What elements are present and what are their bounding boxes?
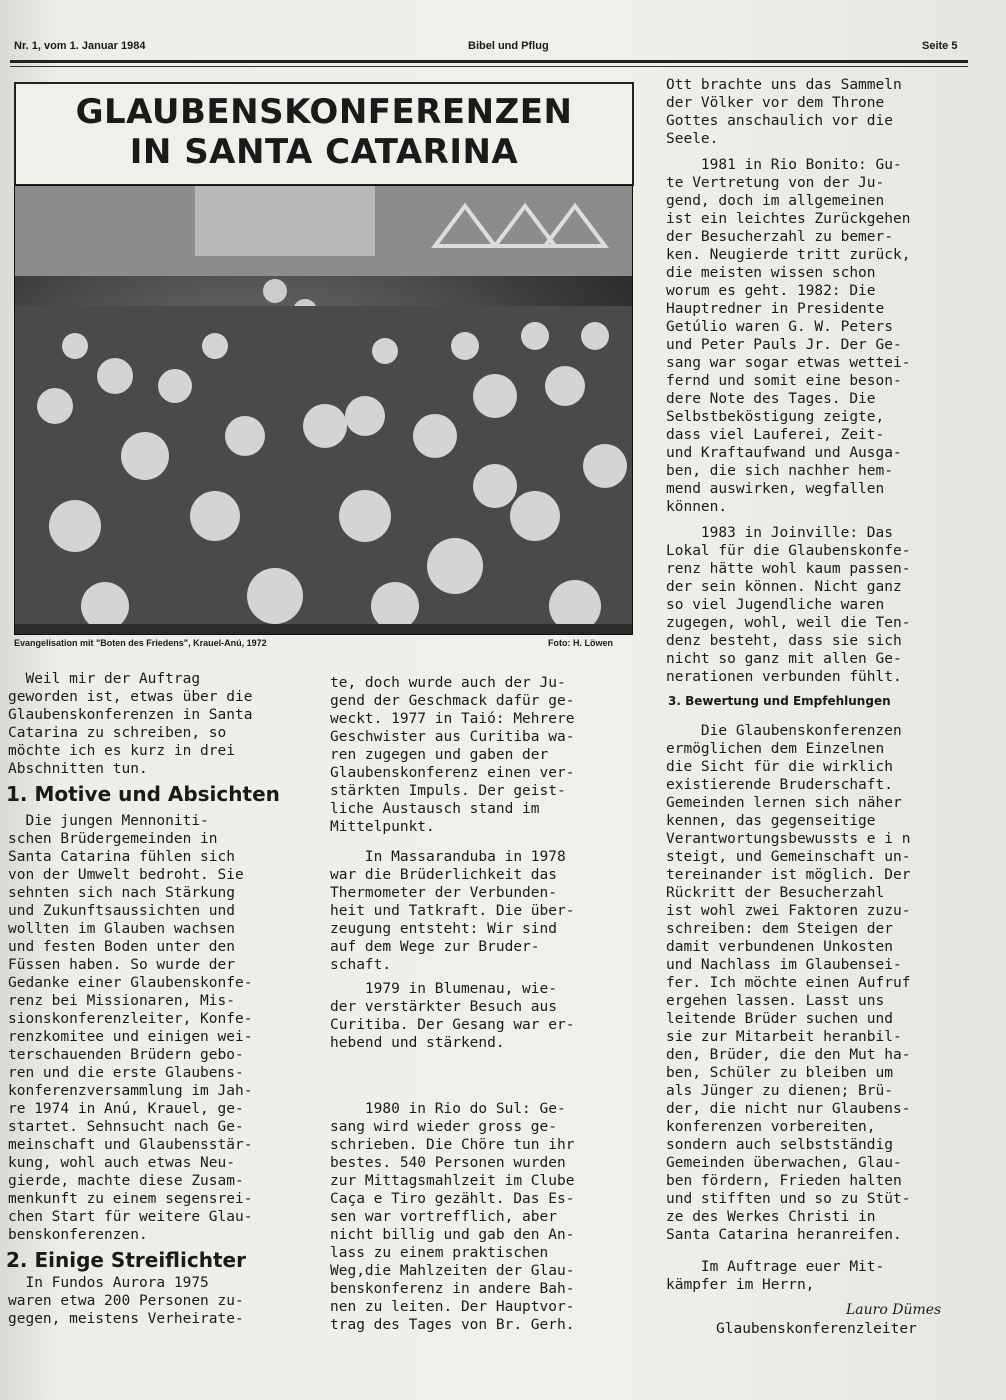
signature: Lauro Dümes (846, 1302, 942, 1318)
headline-line1: GLAUBENSKONFERENZEN (75, 92, 573, 132)
col1-body2: In Fundos Aurora 1975 waren etwa 200 Personen zu- gegen, meistens Verheirate- (8, 1275, 244, 1327)
col2-para2: In Massaranduba in 1978 war die Brüderlichkeit das Thermometer der Verbunden- heit und Tatkraft. Die über- zeugung entsteht: Wir sind auf dem Wege zur Bruder- schaft. (330, 849, 575, 973)
col3-closing: Im Auftrage euer Mit- kämpfer im Herrn, (666, 1259, 885, 1293)
section-heading-2: 2. Einige Streiflichter (6, 1248, 246, 1272)
col1-body1: Die jungen Mennoniti- schen Brüdergemeinden in Santa Catarina fühlen sich von der Umwelt bedroht. Sie sehnten sich nach Stärkung und Zukunftsaussichten und wollten im Glauben wachsen und festen Boden unter den Füssen haben. So wurde der Gedanke einer Glaubenskonfe- renz bei Missionaren, Mis- sionskonferenzleiter, Konfe- renzkomitee und einigen wei- terschauenden Brüdern gebo- ren und die erste Glaubens- konferenzversammlung im Jah- re 1974 in Anú, Krauel, ge- startet. Sehnsucht nach Ge- meinschaft und Glaubensstär- kung, wohl auch etwas Neu- gierde, machte diese Zusam- menkunft zu einem segensrei- chen Start für weitere Glau- benskonferenzen. (8, 813, 253, 1243)
header-rule-thin (10, 66, 968, 67)
col2-para1: te, doch wurde auch der Ju- gend der Geschmack dafür ge- weckt. 1977 in Taió: Mehrere Geschwister aus Curitiba wa- ren zugegen und gaben der Glaubenskonferenz einen ver- stärkten Impuls. Der geist- liche Austausch stand im Mittelpunkt. (330, 675, 575, 835)
publication-name: Bibel und Pflug (468, 40, 549, 52)
header-rule (10, 60, 968, 63)
col1-intro: Weil mir der Auftrag geworden ist, etwas über die Glaubenskonferenzen in Santa Catarina zu schreiben, so möchte ich es kurz in drei Abschnitten tun. (8, 671, 253, 777)
col2-para3: 1979 in Blumenau, wie- der verstärkter Besuch aus Curitiba. Der Gesang war er- hebend und stärkend. (330, 981, 575, 1051)
crowd-photo (14, 185, 633, 635)
headline-line2: IN SANTA CATARINA (129, 132, 519, 172)
signature-role: Glaubenskonferenzleiter (716, 1321, 917, 1337)
section-heading-3: 3. Bewertung und Empfehlungen (668, 694, 891, 708)
col2-para4: 1980 in Rio do Sul: Ge- sang wird wieder gross ge- schrieben. Die Chöre tun ihr bestes. 540 Personen wurden zur Mittagsmahlzeit im Clube Caça e Tiro gezählt. Das Es- sen war vortrefflich, aber nicht billig und gab den An- lass zu einem praktischen Weg,die Mahlzeiten der Glau- benskonferenz in andere Bah- nen zu leiten. Der Hauptvor- trag des Tages von Br. Gerh. (330, 1101, 575, 1333)
photo-credit: Foto: H. Löwen (548, 638, 613, 648)
col3-para1: Ott brachte uns das Sammeln der Völker vor dem Throne Gottes anschaulich vor die Seele. (666, 77, 902, 147)
crowd-photo-illustration (15, 186, 632, 634)
issue-number: Nr. 1, vom 1. Januar 1984 (14, 40, 146, 52)
section-heading-1: 1. Motive und Absichten (6, 782, 280, 806)
col3-para3: 1983 in Joinville: Das Lokal für die Glaubenskonfe- renz hätte wohl kaum passen- der sein können. Nicht ganz so viel Jugendliche waren zugegen, wohl, weil die Ten- denz besteht, dass sie sich nicht so ganz mit allen Ge- nerationen verbunden fühlt. (666, 525, 911, 685)
headline-box (14, 82, 634, 186)
col3-para2: 1981 in Rio Bonito: Gu- te Vertretung von der Ju- gend, doch im allgemeinen ist ein leichtes Zurückgehen der Besucherzahl zu bemer- ken. Neugierde tritt zurück, die meisten wissen schon worum es geht. 1982: Die Hauptredner in Presidente Getúlio waren G. W. Peters und Peter Pauls Jr. Der Ge- sang war sogar etwas wettei- fernd und somit eine beson- dere Note des Tages. Die Selbstbeköstigung zeigte, dass viel Lauferei, Zeit- und Kraftaufwand und Ausga- ben, die sich nachher hem- mend auswirken, wegfallen können. (666, 157, 911, 515)
page-number: Seite 5 (922, 40, 958, 52)
col3-para4: Die Glaubenskonferenzen ermöglichen dem Einzelnen die Sicht für die wirklich existierende Bruderschaft. Gemeinden lernen sich näher kennen, das gegenseitige Verantwortungsbewussts e i n steigt, und Gemeinschaft un- tereinander ist möglich. Der Rückritt der Besucherzahl ist wohl zwei Faktoren zuzu- schreiben: dem Steigen der damit verbundenen Unkosten und Nachlass im Glaubensei- fer. Ich möchte einen Aufruf ergehen lassen. Lasst uns leitende Brüder suchen und sie zur Mitarbeit heranbil- den, Brüder, die den Mut ha- ben, Schüler zu bleiben um als Jünger zu dienen; Brü- der, die nicht nur Glaubens- konferenzen vorbereiten, sondern auch selbstständig Gemeinden überwachen, Glau- ben fördern, Frieden halten und stifften und so zu Stüt- ze des Werkes Christi in Santa Catarina heranreifen. (666, 723, 911, 1243)
photo-caption: Evangelisation mit "Boten des Friedens", Krauel-Anú, 1972 (14, 638, 267, 648)
